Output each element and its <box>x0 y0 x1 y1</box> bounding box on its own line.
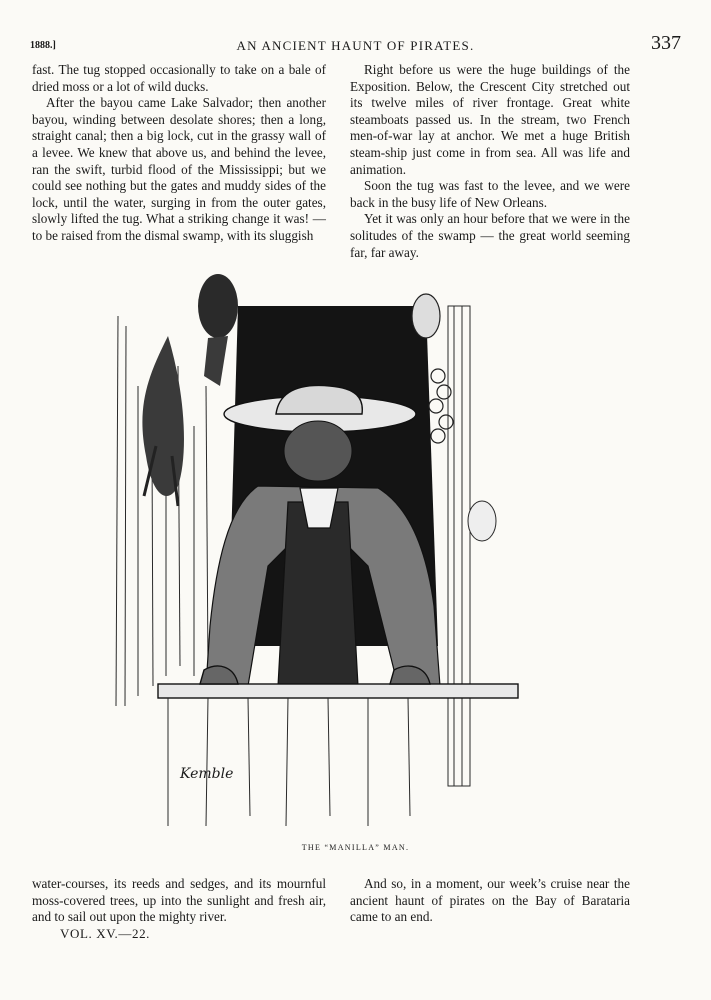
text-column-bottom-right <box>350 876 630 926</box>
volume-signature: VOL. XV.—22. <box>60 926 151 941</box>
running-header <box>30 32 681 60</box>
paragraph: And so, in a moment, our week’s cruise near the ancient haunt of pirates on the Bay of Barataria came to an end. <box>350 876 630 925</box>
artist-signature: Kemble <box>180 766 234 782</box>
paragraph: Right before us were the huge buildings of the Exposition. Below, the Crescent City stretched out its twelve miles of river frontage. Great white steamboats passed us. In the stream, two French men-of-war lay at anchor. We met a huge British steam-ship just come in from sea. All was life and animation. <box>350 62 630 177</box>
header-title: AN ANCIENT HAUNT OF PIRATES. <box>236 38 475 53</box>
figure-caption: THE “MANILLA” MAN. <box>301 843 410 852</box>
page-number: 337 <box>651 32 681 54</box>
paragraph: fast. The tug stopped occasionally to take on a bale of dried moss or a lot of wild ducks. <box>32 62 326 94</box>
right-post <box>448 306 496 786</box>
header-year: 1888.] <box>30 40 56 51</box>
coat <box>206 486 440 686</box>
paragraph: water-courses, its reeds and sedges, and its mournful moss-covered trees, up into the sunlight and fresh air, and to sail out upon the mighty river. <box>32 876 326 925</box>
paragraph: Yet it was only an hour before that we were in the solitudes of the swamp — the great world seeming far, far away. <box>350 211 630 260</box>
wall-planks-bottom <box>168 698 410 826</box>
hanging-gourd-left <box>198 274 238 386</box>
paragraph: Soon the tug was fast to the levee, and we were back in the busy life of New Orleans. <box>350 178 630 210</box>
hanging-animal-skin <box>142 336 184 506</box>
text-column-top-left <box>32 62 326 245</box>
illustration-manilla-man <box>108 266 548 836</box>
text-column-top-right <box>350 62 630 261</box>
text-column-bottom-left <box>32 876 326 926</box>
face <box>284 421 352 481</box>
paragraph: After the bayou came Lake Salvador; then another bayou, winding between desolate shores; then a long, straight canal; then a big lock, cut in the grassy wall of a levee. We knew that above us, and behind the levee, ran the swift, turbid flood of the Mississippi; but we could see nothing but the gates and muddy sides of the lock, until the water, surging in from the outer gates, slowly lifted the tug. What a striking change it was! — to be raised from the dismal swamp, with its sluggish <box>32 95 326 243</box>
